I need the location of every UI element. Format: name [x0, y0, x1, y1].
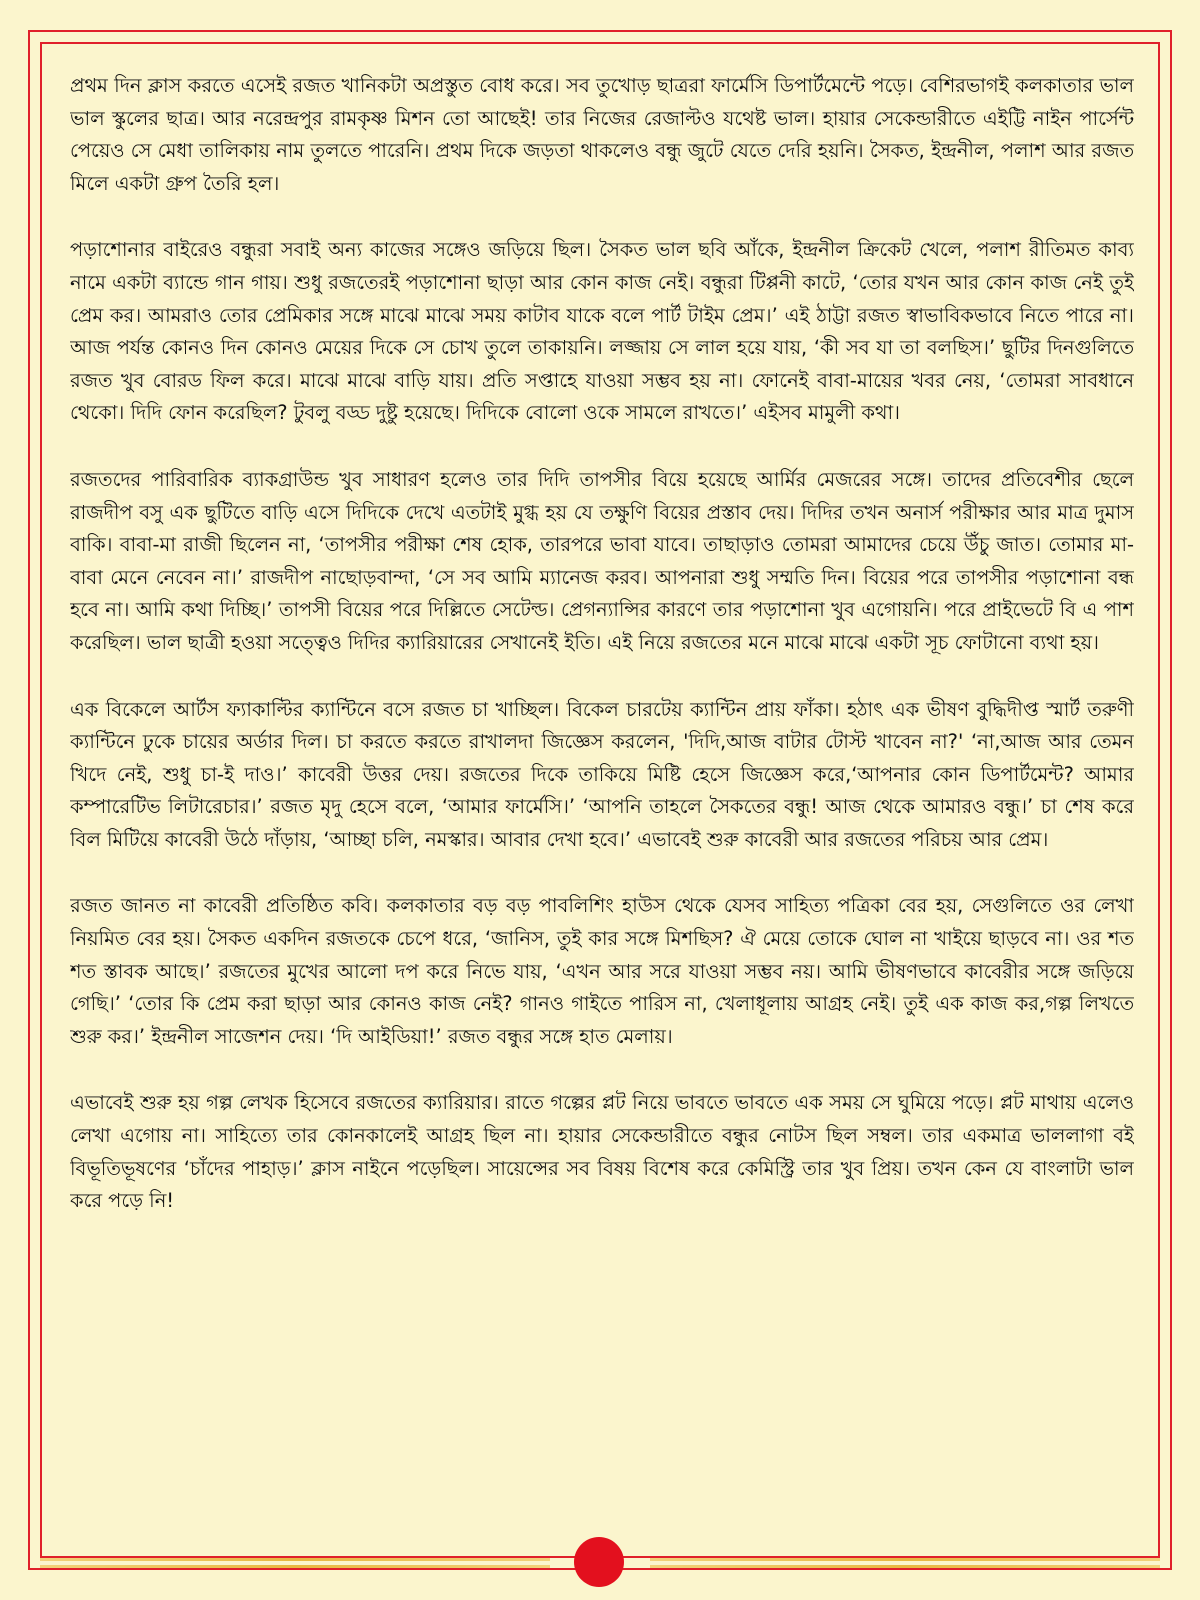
- paragraph-4: এক বিকেলে আর্টস ফ্যাকাল্টির ক্যান্টিনে বসে রজত চা খাচ্ছিল। বিকেল চারটেয় ক্যান্টিন প্রায় ফাঁকা। হঠাৎ এক ভীষণ বুদ্ধিদীপ্ত স্মার্ট তরুণী ক্যান্টিনে ঢুকে চায়ের অর্ডার দিল। চা করতে করতে রাখালদা জিজ্ঞেস করলেন, 'দিদি,আজ বাটার টোস্ট খাবেন না?' ‘না,আজ আর তেমন খিদে নেই, শুধু চা-ই দাও।’ কাবেরী উত্তর দেয়। রজতের দিকে তাকিয়ে মিষ্টি হেসে জিজ্ঞেস করে,‘আপনার কোন ডিপার্টমেন্ট? আমার কম্পারেটিভ লিটারেচার।’ রজত মৃদু হেসে বলে, ‘আমার ফার্মেসি।’ ‘আপনি তাহলে সৈকতের বন্ধু! আজ থেকে আমারও বন্ধু।’ চা শেষ করে বিল মিটিয়ে কাবেরী উঠে দাঁড়ায়, ‘আচ্ছা চলি, নমস্কার। আবার দেখা হবে।’ এভাবেই শুরু কাবেরী আর রজতের পরিচয় আর প্রেম।: [70, 697, 1134, 851]
- paragraph-2: পড়াশোনার বাইরেও বন্ধুরা সবাই অন্য কাজের সঙ্গেও জড়িয়ে ছিল। সৈকত ভাল ছবি আঁকে, ইন্দ্রনীল ক্রিকেট খেলে, পলাশ রীতিমত কাব্য নামে একটা ব্যান্ডে গান গায়। শুধু রজতেরই পড়াশোনা ছাড়া আর কোন কাজ নেই। বন্ধুরা টিপ্পনী কাটে, ‘তোর যখন আর কোন কাজ নেই তুই প্রেম কর। আমরাও তোর প্রেমিকার সঙ্গে মাঝে মাঝে সময় কাটাব যাকে বলে পার্ট টাইম প্রেম।’ এই ঠাট্টা রজত স্বাভাবিকভাবে নিতে পারে না। আজ পর্যন্ত কোনও দিন কোনও মেয়ের দিকে সে চোখ তুলে তাকায়নি। লজ্জায় সে লাল হয়ে যায়, ‘কী সব যা তা বলছিস।’ ছুটির দিনগুলিতে রজত খুব বোরড ফিল করে। মাঝে মাঝে বাড়ি যায়। প্রতি সপ্তাহে যাওয়া সম্ভব হয় না। ফোনেই বাবা-মায়ের খবর নেয়, ‘তোমরা সাবধানে থেকো। দিদি ফোন করেছিল? টুবলু বড্ড দুষ্টু হয়েছে। দিদিকে বোলো ওকে সামলে রাখতে।’ এইসব মামুলী কথা।: [70, 238, 1134, 425]
- ornament-line-left: [40, 1558, 550, 1561]
- ornament-line-left-lower: [40, 1565, 550, 1568]
- ornament-dot-icon: [574, 1537, 624, 1587]
- paragraph-6: এভাবেই শুরু হয় গল্প লেখক হিসেবে রজতের ক্যারিয়ার। রাতে গল্পের প্লট নিয়ে ভাবতে ভাবতে এক সময় সে ঘুমিয়ে পড়ে। প্লট মাথায় এলেও লেখা এগোয় না। সাহিত্যে তার কোনকালেই আগ্রহ ছিল না। হায়ার সেকেন্ডারীতে বন্ধুর নোটস ছিল সম্বল। তার একমাত্র ভাললাগা বই বিভূতিভূষণের ‘চাঁদের পাহাড়।’ ক্লাস নাইনে পড়েছিল। সায়েন্সের সব বিষয় বিশেষ করে কেমিস্ট্রি তার খুব প্রিয়। তখন কেন যে বাংলাটা ভাল করে পড়ে নি!: [70, 1091, 1134, 1213]
- paragraph-1: প্রথম দিন ক্লাস করতে এসেই রজত খানিকটা অপ্রস্তুত বোধ করে। সব তুখোড় ছাত্ররা ফার্মেসি ডিপার্টমেন্টে পড়ে। বেশিরভাগই কলকাতার ভাল ভাল স্কুলের ছাত্র। আর নরেন্দ্রপুর রামকৃষ্ণ মিশন তো আছেই! তার নিজের রেজাল্টও যথেষ্ট ভাল। হায়ার সেকেন্ডারীতে এইট্টি নাইন পার্সেন্ট পেয়েও সে মেধা তালিকায় নাম তুলতে পারেনি। প্রথম দিকে জড়তা থাকলেও বন্ধু জুটে যেতে দেরি হয়নি। সৈকত, ইন্দ্রনীল, পলাশ আর রজত মিলে একটা গ্রুপ তৈরি হল।: [70, 74, 1134, 195]
- ornament-line-right: [650, 1558, 1160, 1561]
- ornament-line-right-lower: [650, 1565, 1160, 1568]
- paragraph-5: রজত জানত না কাবেরী প্রতিষ্ঠিত কবি। কলকাতার বড় বড় পাবলিশিং হাউস থেকে যেসব সাহিত্য পত্রিকা বের হয়, সেগুলিতে ওর লেখা নিয়মিত বের হয়। সৈকত একদিন রজতকে চেপে ধরে, ‘জানিস, তুই কার সঙ্গে মিশছিস? ঐ মেয়ে তোকে ঘোল না খাইয়ে ছাড়বে না। ওর শত শত স্তাবক আছে।’ রজতের মুখের আলো দপ করে নিভে যায়, ‘এখন আর সরে যাওয়া সম্ভব নয়। আমি ভীষণভাবে কাবেরীর সঙ্গে জড়িয়ে গেছি।’ ‘তোর কি প্রেম করা ছাড়া আর কোনও কাজ নেই? গানও গাইতে পারিস না, খেলাধূলায় আগ্রহ নেই। তুই এক কাজ কর,গল্প লিখতে শুরু কর।’ ইন্দ্রনীল সাজেশন দেয়। ‘দি আইডিয়া!’ রজত বন্ধুর সঙ্গে হাত মেলায়।: [70, 894, 1134, 1048]
- paragraph-3: রজতদের পারিবারিক ব্যাকগ্রাউন্ড খুব সাধারণ হলেও তার দিদি তাপসীর বিয়ে হয়েছে আর্মির মেজরের সঙ্গে। তাদের প্রতিবেশীর ছেলে রাজদীপ বসু এক ছুটিতে বাড়ি এসে দিদিকে দেখে এতটাই মুগ্ধ হয় যে তক্ষুণি বিয়ের প্রস্তাব দেয়। দিদির তখন অনার্স পরীক্ষার আর মাত্র দুমাস বাকি। বাবা-মা রাজী ছিলেন না, ‘তাপসীর পরীক্ষা শেষ হোক, তারপরে ভাবা যাবে। তাছাড়াও তোমরা আমাদের চেয়ে উঁচু জাত। তোমার মা-বাবা মেনে নেবেন না।’ রাজদীপ নাছোড়বান্দা, ‘সে সব আমি ম্যানেজ করব। আপনারা শুধু সম্মতি দিন। বিয়ের পরে তাপসীর পড়াশোনা বন্ধ হবে না। আমি কথা দিচ্ছি।’ তাপসী বিয়ের পরে দিল্লিতে সেটেল্ড। প্রেগন্যান্সির কারণে তার পড়াশোনা খুব এগোয়নি। পরে প্রাইভেটে বি এ পাশ করেছিল। ভাল ছাত্রী হওয়া সত্ত্বেও দিদির ক্যারিয়ারের সেখানেই ইতি। এই নিয়ে রজতের মনে মাঝে মাঝে একটা সূচ ফোটানো ব্যথা হয়।: [70, 467, 1134, 654]
- story-text: [70, 70, 1134, 1500]
